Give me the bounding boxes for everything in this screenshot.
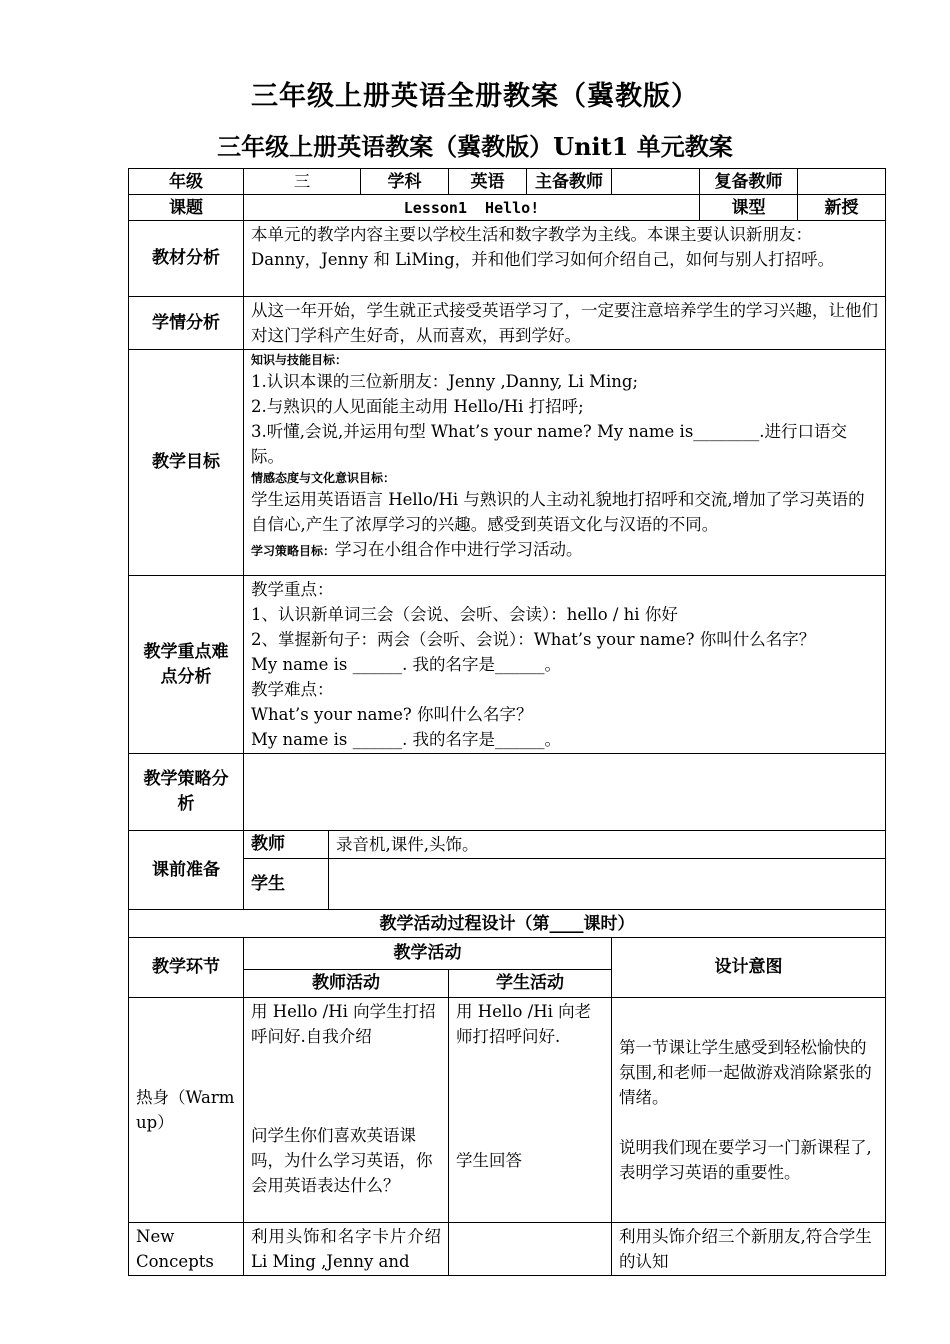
header-row-topic [129,195,886,221]
students-text: 从这一年开始，学生就正式接受英语学习了，一定要注意培养学生的学习兴趣，让他们对这门学科产生好奇，从而喜欢，再到学好。 [244,297,886,350]
grade-label: 年级 [129,169,244,195]
emotion-heading: 情感态度与文化意识目标： [251,471,396,485]
type-value: 新授 [798,195,886,221]
strategy-heading: 学习策略目标： [251,544,336,558]
intent-cell [612,998,886,1223]
teacher-activity-cell: 利用头饰和名字卡片介绍 Li Ming ,Jenny and [244,1223,449,1276]
prep-label: 课前准备 [129,831,244,910]
knowledge-heading: 知识与技能目标： [251,353,348,367]
grade-value: 三 [244,169,361,195]
student-activity-1: 用 Hello /Hi 向老师打招呼问好. [456,1002,592,1046]
review-teacher-label: 复备教师 [700,169,798,195]
strategy-text [244,754,886,831]
teacher-activity-2: 问学生你们喜欢英语课吗，为什么学习英语，你会用英语表达什么？ [251,1126,433,1195]
col-stage: 教学环节 [129,938,244,998]
process-heading-row [129,910,886,938]
col-student: 学生活动 [449,970,612,998]
col-teacher: 教师活动 [244,970,449,998]
document-title: 三年级上册英语全册教案（冀教版） [251,81,699,112]
students-row [129,297,886,350]
stage-cell: 热身（Warm up） [129,998,244,1223]
review-teacher-value [798,169,886,195]
prep-teacher-row [129,831,886,859]
document-subtitle: 三年级上册英语教案（冀教版）Unit1 单元教案 [217,132,733,161]
key-line-7: My name is ______. 我的名字是______。 [251,730,562,749]
intent-cell: 利用头饰介绍三个新朋友,符合学生的认知 [612,1223,886,1276]
teacher-activity-cell [244,998,449,1223]
strategy-label: 教学策略分析 [129,754,244,831]
key-line-4: My name is ______. 我的名字是______。 [251,655,562,674]
student-activity-cell [449,1223,612,1276]
key-line-3: 2、掌握新句子：两会（会听、会说）：What’s your name? 你叫什么名字？ [251,630,816,649]
process-row-warmup [129,998,886,1223]
key-line-1: 教学重点： [251,580,334,599]
material-label: 教材分析 [129,221,244,297]
col-intent: 设计意图 [612,938,886,998]
strategy-goal-text: 学习在小组合作中进行学习活动。 [335,540,583,559]
header-row-grade [129,169,886,195]
type-label: 课型 [700,195,798,221]
prep-teacher-label: 教师 [244,831,329,859]
process-header-row [129,938,886,970]
key-line-5: 教学难点： [251,680,334,699]
process-heading: 教学活动过程设计（第____课时） [129,910,886,938]
key-points-content [244,576,886,754]
stage-cell: New Concepts [129,1223,244,1276]
student-activity-cell [449,998,612,1223]
strategy-row [129,754,886,831]
key-line-2: 1、认识新单词三会（会说、会听、会读）：hello / hi 你好 [251,605,678,624]
topic-label: 课题 [129,195,244,221]
goal-item-2: 2.与熟识的人见面能主动用 Hello/Hi 打招呼; [251,397,584,416]
lesson-plan-table [128,168,886,1276]
goals-row [129,350,886,576]
intent-2: 说明我们现在要学习一门新课程了,表明学习英语的重要性。 [619,1138,872,1182]
goals-content [244,350,886,576]
process-row-new-concepts [129,1223,886,1276]
goals-label: 教学目标 [129,350,244,576]
main-teacher-value [612,169,700,195]
subject-value: 英语 [449,169,527,195]
key-points-row [129,576,886,754]
intent-1: 第一节课让学生感受到轻松愉快的氛围,和老师一起做游戏消除紧张的情绪。 [619,1038,872,1107]
goal-item-1: 1.认识本课的三位新朋友：Jenny ,Danny, Li Ming; [251,372,639,391]
subject-label: 学科 [361,169,449,195]
student-activity-2: 学生回答 [456,1151,522,1170]
key-points-label: 教学重点难点分析 [129,576,244,754]
prep-student-label: 学生 [244,859,329,910]
key-line-6: What’s your name? 你叫什么名字？ [251,705,533,724]
prep-student-text [329,859,886,910]
emotion-text: 学生运用英语语言 Hello/Hi 与熟识的人主动礼貌地打招呼和交流,增加了学习英语的自信心,产生了浓厚学习的兴趣。感受到英语文化与汉语的不同。 [251,490,865,534]
material-text: 本单元的教学内容主要以学校生活和数字教学为主线。本课主要认识新朋友：Danny，Jenny 和 LiMing，并和他们学习如何介绍自己，如何与别人打招呼。 [244,221,886,297]
prep-teacher-text: 录音机,课件,头饰。 [329,831,886,859]
material-row [129,221,886,297]
col-activity: 教学活动 [244,938,612,970]
topic-value: Lesson1 Hello! [244,195,700,221]
students-label: 学情分析 [129,297,244,350]
main-teacher-label: 主备教师 [527,169,612,195]
goal-item-3: 3.听懂,会说,并运用句型 What’s your name? My name is________.进行口语交际。 [251,422,848,466]
teacher-activity-1: 用 Hello /Hi 向学生打招呼问好.自我介绍 [251,1002,436,1046]
